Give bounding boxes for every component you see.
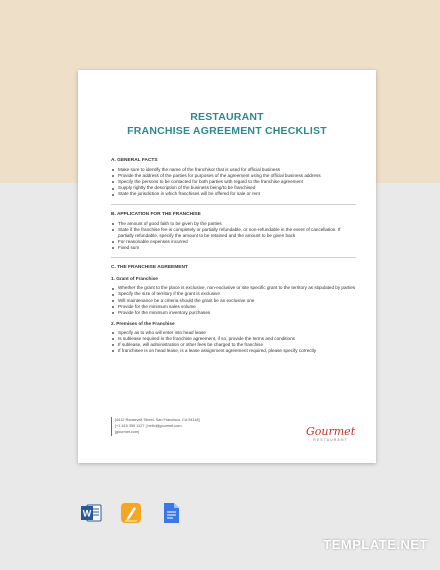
document-title-line2: FRANCHISE AGREEMENT CHECKLIST [127, 125, 327, 137]
list-item: Make sure to identify the name of the franchisor that is used for official business [111, 167, 356, 173]
subsection-heading-premises: 2. Premises of the Franchise [111, 320, 175, 326]
list-item: Provide the address of the parties for purposes of the agreement using the official business address [111, 173, 356, 179]
list-item: Specify as to who will enter into head lease [111, 330, 356, 336]
list-item: Will maintenance be a criteria should the grant be an exclusive one [111, 298, 356, 304]
document-content [111, 158, 356, 354]
premises-list [111, 330, 356, 354]
list-item: If sublease, will administration or other fees be charged to the franchise [111, 342, 356, 348]
document-page [78, 70, 376, 463]
list-item: For reasonable expenses incurred [111, 239, 356, 245]
gourmet-logo [306, 426, 355, 443]
template-net-brand: TEMPLATE.NET [323, 537, 428, 552]
list-item: Fixed sum [111, 245, 356, 251]
word-icon-letter: W [82, 508, 92, 519]
document-title-line1: RESTAURANT [190, 111, 264, 123]
pages-icon[interactable] [120, 502, 142, 529]
grant-list [111, 285, 356, 315]
section-heading-application: B. APPLICATION FOR THE FRANCHISE [111, 211, 201, 217]
google-docs-icon[interactable] [160, 502, 182, 529]
list-item: Supply rightly the description of the business being/to be franchised [111, 185, 356, 191]
list-item: The amount of good faith to be given by the parties [111, 221, 356, 227]
list-item: Specify the size of territory if the grant is exclusive [111, 291, 356, 297]
section-heading-franchise-agreement: C. THE FRANCHISE AGREEMENT [111, 265, 188, 271]
logo-sub-text: RESTAURANT [313, 438, 348, 442]
list-item: State the jurisdiction in which franchises will be offered for sale or rent [111, 191, 356, 197]
list-item: Provide for the minimum sales volume [111, 304, 356, 310]
footer-contact: [+1 415 359 1127 ] hello@gourmet.com [115, 424, 182, 429]
list-item: Is sublease required in the franchise agreement, if so, provide the terms and conditions [111, 336, 356, 342]
footer-address-block [111, 417, 200, 436]
section-divider [111, 204, 356, 205]
footer-address: [4412 Roosevelt Street, San Francisco, CA 94118] [115, 418, 200, 422]
application-list [111, 221, 356, 251]
list-item: State if the franchise fee is completely or partially refundable, or non-refundable in the event of cancellation. If partially refundable, specify the amount to be retained and the amount to be given back [111, 227, 356, 239]
list-item: Provide for the minimum inventory purchases [111, 310, 356, 316]
subsection-heading-grant: 1. Grant of Franchise [111, 276, 158, 282]
footer-website: [gourmet.com] [115, 430, 140, 435]
list-item: Whether the grant to the place is exclusive, non-exclusive or site specific grant to the territory as stipulated by parties [111, 285, 356, 291]
logo-main-text: Gourmet [306, 425, 356, 438]
list-item: If franchisee is on head lease, is a lease assignment agreement required, please specify correctly [111, 348, 356, 354]
general-facts-list [111, 167, 356, 197]
section-heading-general-facts: A. GENERAL FACTS [111, 158, 158, 163]
list-item: Specify the persons to be contacted for both parties with regard to the franchise agreement [111, 179, 356, 185]
section-divider [111, 257, 356, 258]
word-icon[interactable] [80, 502, 102, 529]
